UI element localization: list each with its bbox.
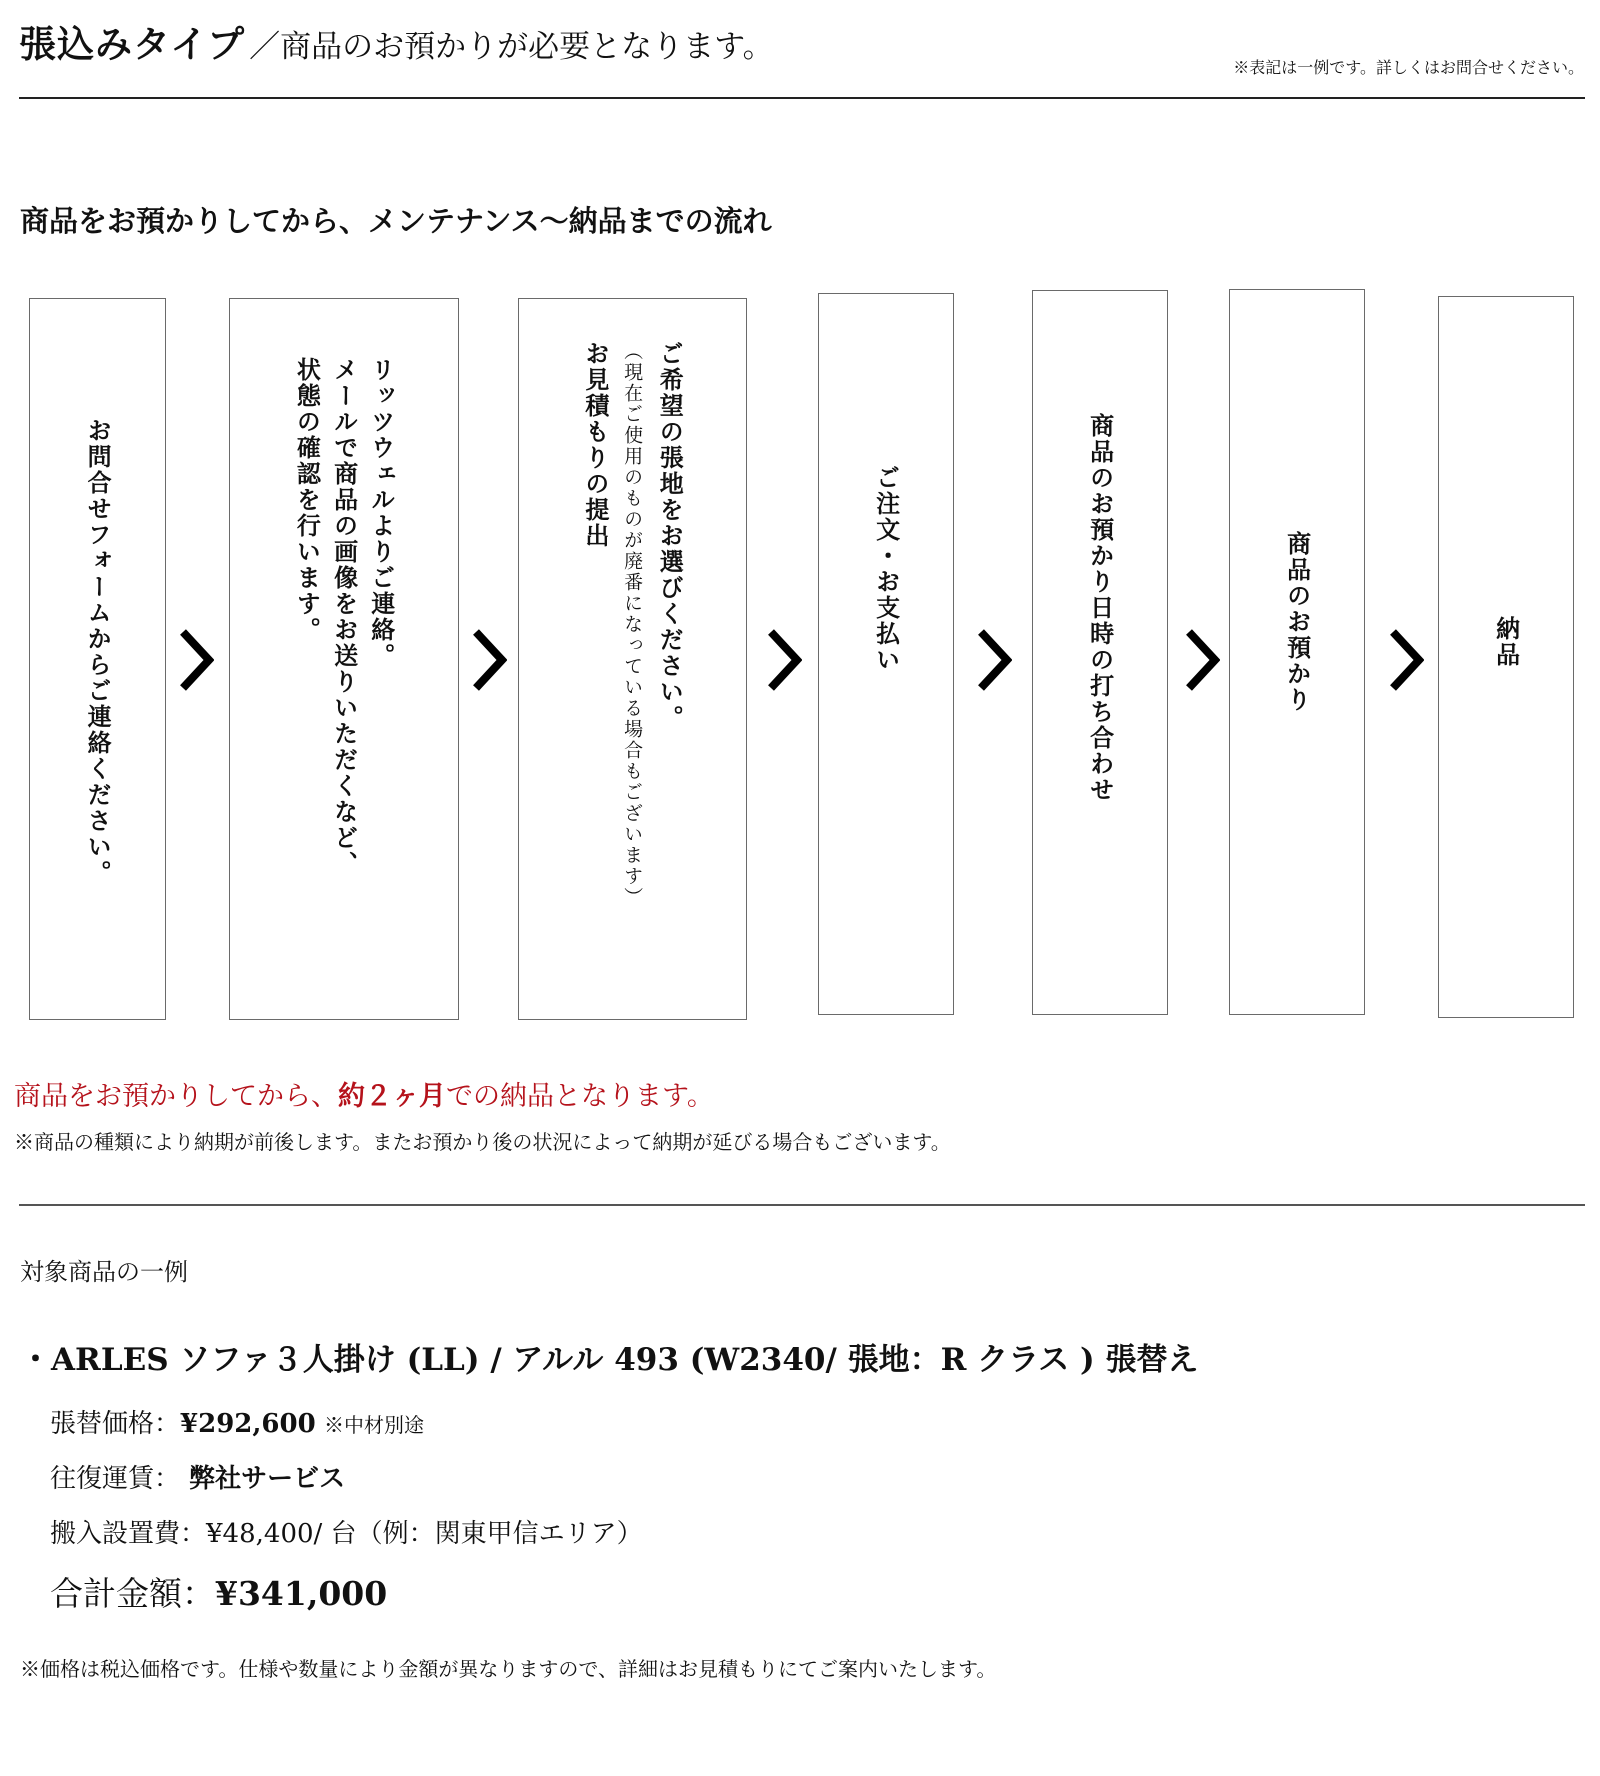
step-line: 状態の確認を行います。: [292, 357, 322, 643]
chevron-right-icon: [471, 628, 507, 692]
price-line-total: [50, 1568, 387, 1615]
step-line: （現在ご使用のものが廃番になっている場合もございます）: [621, 341, 644, 908]
price-line-reupholstery: [50, 1403, 424, 1440]
flow-step-3: [518, 298, 747, 1020]
price-note: （例：関東甲信エリア）: [356, 1519, 643, 1549]
step-text: お問合せフォームからご連絡ください。: [83, 418, 113, 886]
product-title: ・ARLES ソファ３人掛け (LL) / アルル 493 (W2340/ 張地：R クラス ) 張替え: [20, 1342, 1199, 1378]
price-value: ¥48,400/ 台: [206, 1519, 357, 1549]
step-text: [288, 357, 400, 877]
step-line: ご希望の張地をお選びください。: [655, 341, 685, 731]
step-line: リッツウェルよりご連絡。: [366, 357, 396, 669]
delivery-lead: [14, 1074, 714, 1113]
price-label: 合計金額：: [50, 1574, 215, 1613]
examples-label: 対象商品の一例: [20, 1258, 188, 1286]
price-label: 搬入設置費：: [50, 1519, 207, 1549]
page-subtitle: ／商品のお預かりが必要となります。: [249, 29, 774, 65]
price-label: 張替価格：: [50, 1409, 181, 1439]
flow-step-5: [1032, 290, 1168, 1015]
price-value: ¥341,000: [215, 1574, 388, 1613]
step-text: 商品のお預かり日時の打ち合わせ: [1085, 412, 1115, 803]
price-line-shipping: [50, 1458, 345, 1495]
lead-text: での納品となります。: [446, 1081, 714, 1112]
price-value: 弊社サービス: [180, 1464, 346, 1494]
chevron-right-icon: [766, 628, 802, 692]
flow-step-7: [1438, 296, 1574, 1018]
step-text: ご注文・お支払い: [871, 465, 901, 673]
chevron-right-icon: [178, 628, 214, 692]
step-text: [577, 341, 689, 908]
price-label: 往復運賃：: [50, 1464, 181, 1494]
step-text: 納品: [1491, 616, 1521, 668]
chevron-right-icon: [976, 628, 1012, 692]
step-line: お見積もりの提出: [580, 341, 610, 549]
flow-step-4: [818, 293, 954, 1015]
lead-emphasis: 約２ヶ月: [338, 1081, 446, 1112]
chevron-right-icon: [1388, 628, 1424, 692]
price-note: ※中材別途: [323, 1413, 424, 1437]
disclaimer-note: ※表記は一例です。詳しくはお問合せください。: [1233, 58, 1584, 77]
page-title: 張込みタイプ: [19, 22, 246, 66]
step-text: 商品のお預かり: [1282, 531, 1312, 713]
flow-heading: 商品をお預かりしてから、メンテナンス〜納品までの流れ: [20, 204, 772, 238]
divider: [19, 97, 1585, 99]
lead-text: 商品をお預かりしてから、: [14, 1081, 338, 1112]
flow-step-1: [29, 298, 166, 1020]
chevron-right-icon: [1184, 628, 1220, 692]
flow-step-2: [229, 298, 459, 1020]
delivery-note: ※商品の種類により納期が前後します。またお預かり後の状況によって納期が延びる場合もございます。: [14, 1130, 951, 1154]
page-header: [19, 14, 774, 68]
step-line: メールで商品の画像をお送りいただくなど、: [329, 357, 359, 877]
flow-step-6: [1229, 289, 1365, 1015]
divider: [19, 1204, 1585, 1206]
price-value: ¥292,600: [180, 1409, 316, 1439]
tax-note: ※価格は税込価格です。仕様や数量により金額が異なりますので、詳細はお見積もりにてご案内いたします。: [20, 1657, 997, 1681]
price-line-installation: [50, 1513, 643, 1550]
